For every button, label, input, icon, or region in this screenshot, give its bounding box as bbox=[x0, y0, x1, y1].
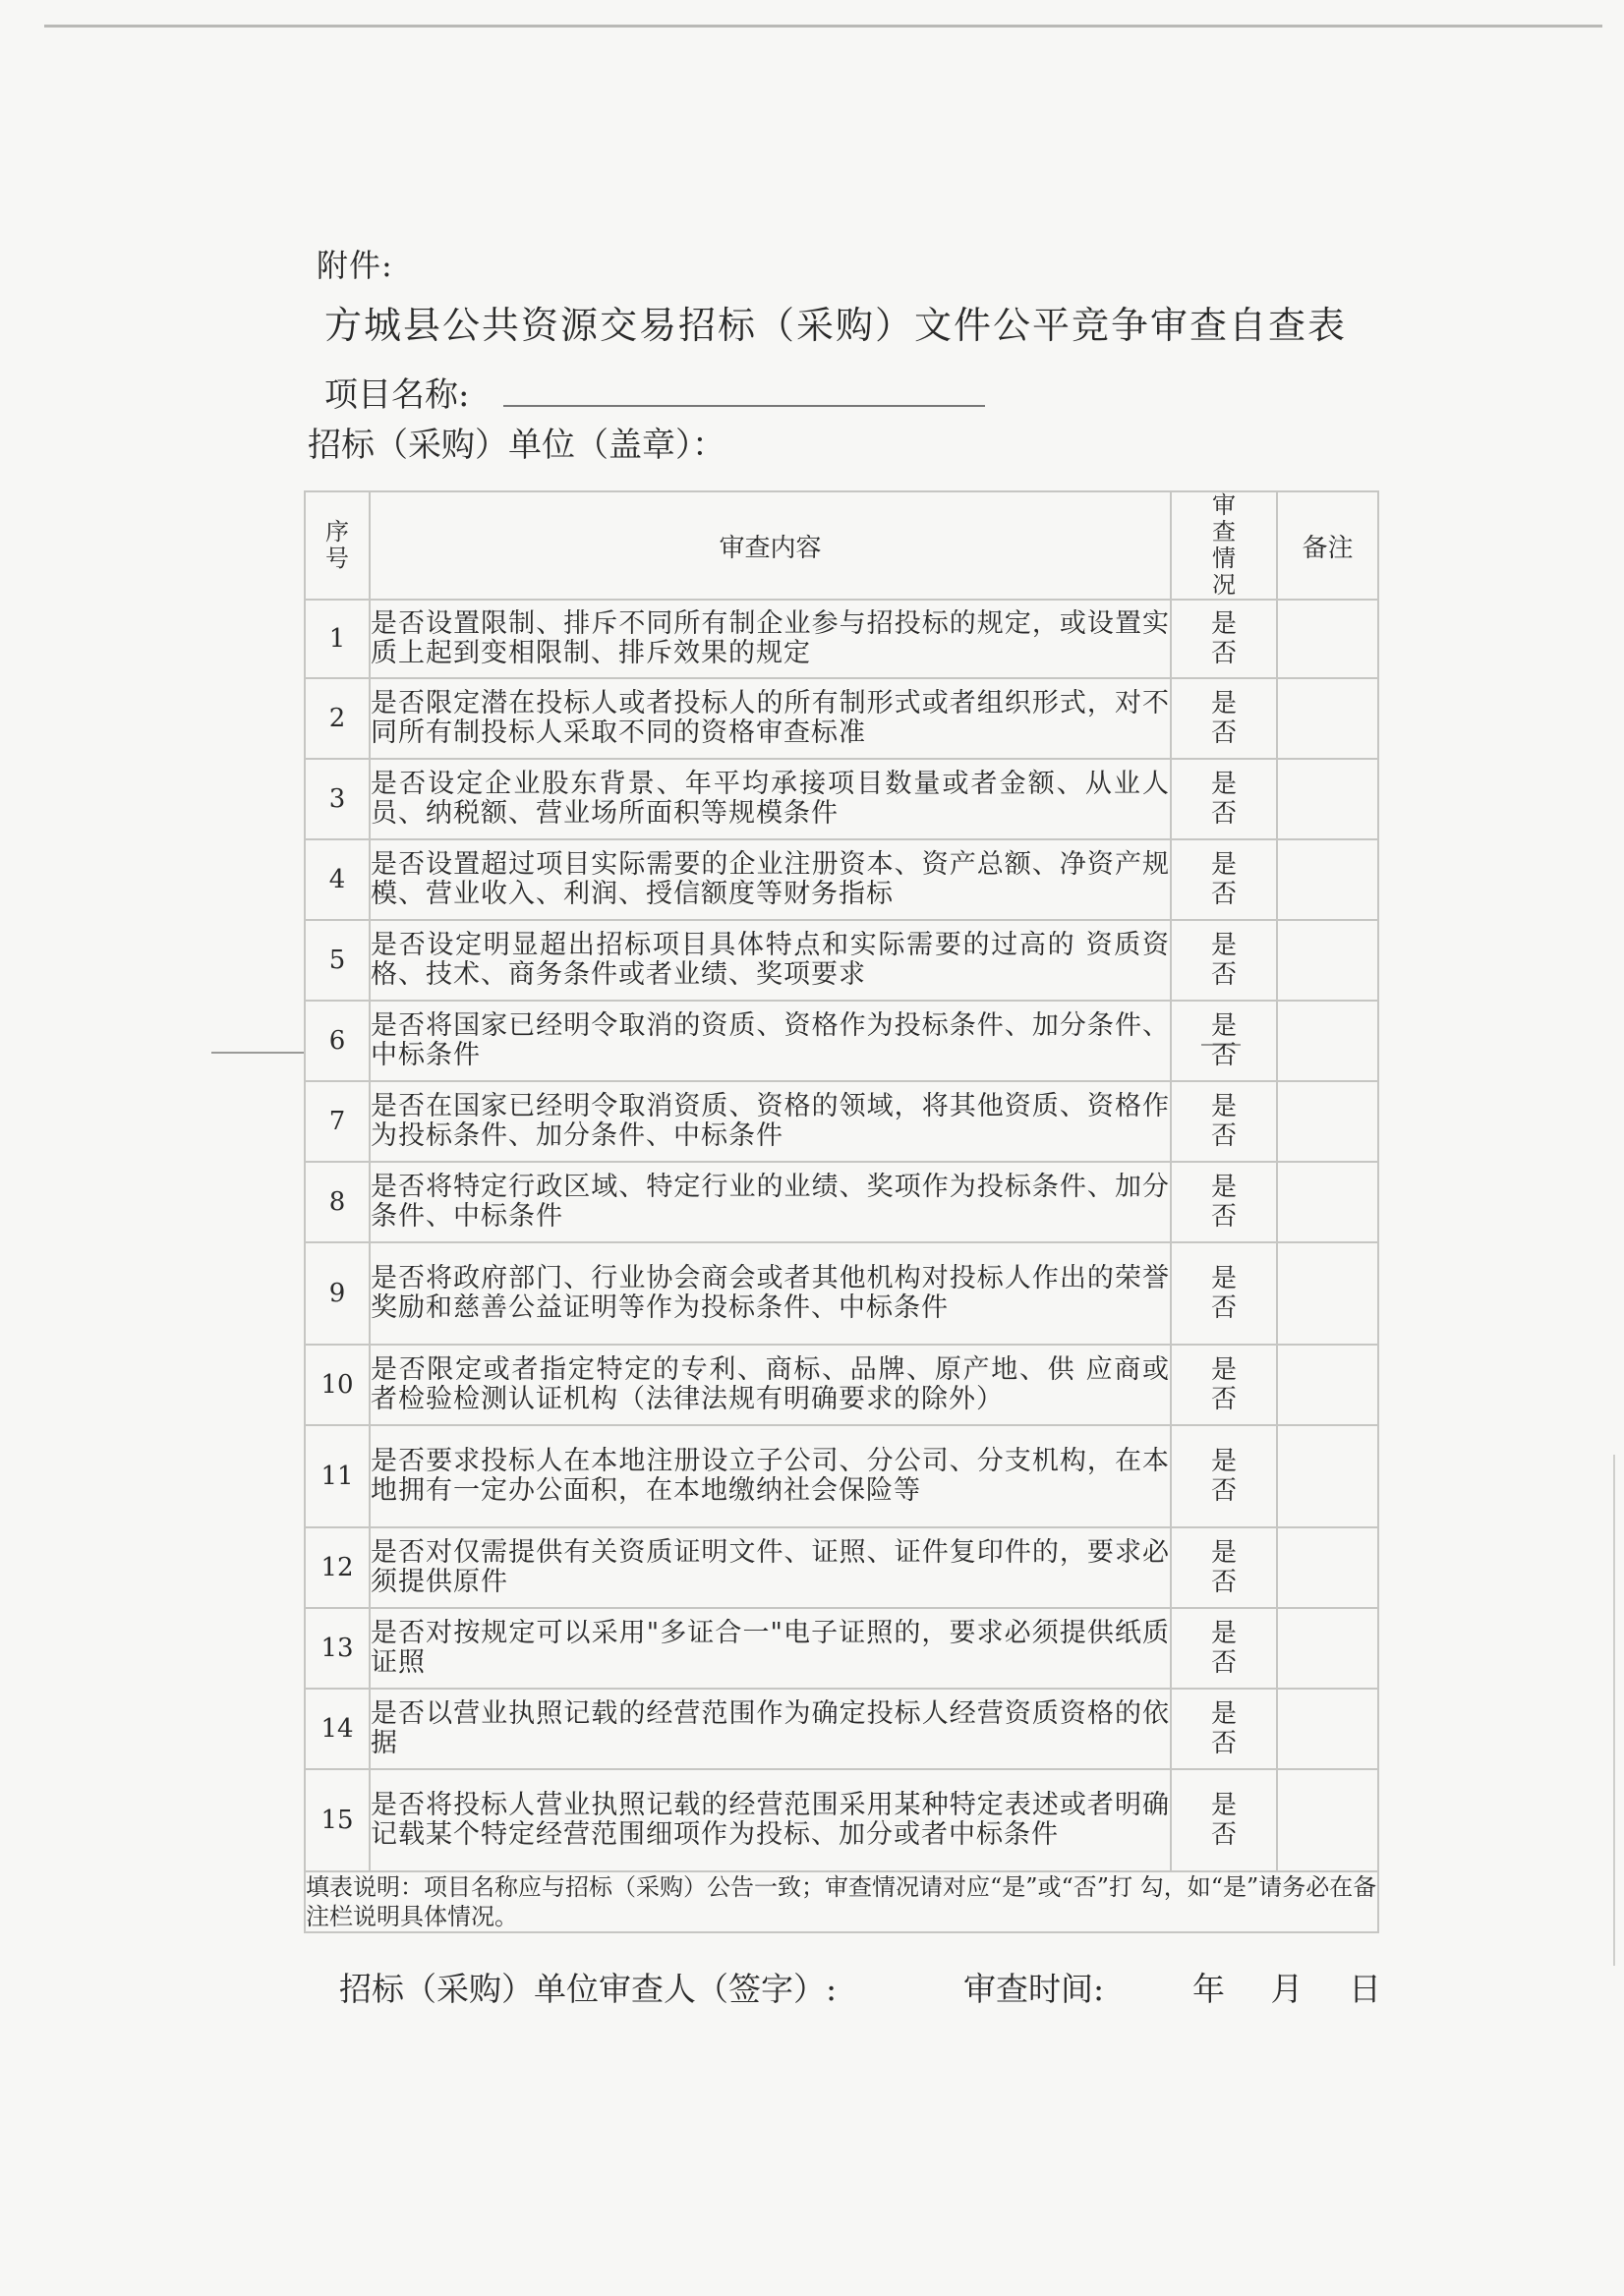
table-row bbox=[305, 1162, 1378, 1242]
review-status-options[interactable] bbox=[1171, 1769, 1277, 1871]
review-status-options[interactable] bbox=[1171, 1689, 1277, 1769]
option-no[interactable]: 否 bbox=[1210, 960, 1237, 990]
review-status-options[interactable] bbox=[1171, 1425, 1277, 1527]
scan-top-edge-line bbox=[44, 25, 1602, 28]
table-header-row bbox=[305, 491, 1378, 600]
review-item-text: 是否对仅需提供有关资质证明文件、证照、证件复印件的，要求必须提供原件 bbox=[370, 1527, 1171, 1608]
row-number: 10 bbox=[305, 1345, 370, 1425]
column-header-status: 审查情况 bbox=[1171, 491, 1277, 600]
option-no[interactable]: 否 bbox=[1210, 1041, 1237, 1070]
option-no[interactable]: 否 bbox=[1210, 880, 1237, 909]
option-no[interactable]: 否 bbox=[1210, 1202, 1237, 1232]
document-title: 方城县公共资源交易招标（采购）文件公平竞争审查自查表 bbox=[324, 304, 1348, 347]
option-yes[interactable]: 是 bbox=[1210, 1699, 1237, 1729]
review-item-text: 是否限定或者指定特定的专利、商标、品牌、原产地、供 应商或者检验检测认证机构（法律法规有明确要求的除外） bbox=[370, 1345, 1171, 1425]
table-row bbox=[305, 1081, 1378, 1162]
review-status-options[interactable] bbox=[1171, 1608, 1277, 1689]
review-time-label: 审查时间: bbox=[963, 1970, 1105, 2008]
table-row bbox=[305, 1527, 1378, 1608]
table-note-row bbox=[305, 1871, 1378, 1932]
review-item-text: 是否要求投标人在本地注册设立子公司、分公司、分支机构，在本地拥有一定办公面积，在本地缴纳社会保险等 bbox=[370, 1425, 1171, 1527]
review-item-text: 是否设置超过项目实际需要的企业注册资本、资产总额、净资产规模、营业收入、利润、授信额度等财务指标 bbox=[370, 839, 1171, 920]
table-row bbox=[305, 759, 1378, 839]
review-status-options[interactable] bbox=[1171, 1162, 1277, 1242]
option-yes[interactable]: 是 bbox=[1210, 609, 1237, 639]
option-yes[interactable]: 是 bbox=[1210, 1355, 1237, 1385]
table-row bbox=[305, 678, 1378, 759]
option-no[interactable]: 否 bbox=[1210, 1729, 1237, 1758]
remark-cell[interactable] bbox=[1277, 1242, 1378, 1345]
row-number: 2 bbox=[305, 678, 370, 759]
table-row bbox=[305, 839, 1378, 920]
review-item-text: 是否设定明显超出招标项目具体特点和实际需要的过高的 资质资格、技术、商务条件或者业绩、奖项要求 bbox=[370, 920, 1171, 1001]
review-item-text: 是否将政府部门、行业协会商会或者其他机构对投标人作出的荣誉奖励和慈善公益证明等作为投标条件、中标条件 bbox=[370, 1242, 1171, 1345]
review-item-text: 是否将国家已经明令取消的资质、资格作为投标条件、加分条件、中标条件 bbox=[370, 1001, 1171, 1081]
review-status-options[interactable] bbox=[1171, 1345, 1277, 1425]
row-number: 4 bbox=[305, 839, 370, 920]
option-no[interactable]: 否 bbox=[1210, 799, 1237, 829]
row-number: 9 bbox=[305, 1242, 370, 1345]
option-yes[interactable]: 是 bbox=[1210, 1264, 1237, 1293]
review-status-options[interactable] bbox=[1171, 1081, 1277, 1162]
project-name-input-line[interactable] bbox=[503, 405, 985, 407]
row-number: 8 bbox=[305, 1162, 370, 1242]
table-row bbox=[305, 1001, 1378, 1081]
review-item-text: 是否对按规定可以采用"多证合一"电子证照的，要求必须提供纸质证照 bbox=[370, 1608, 1171, 1689]
remark-cell[interactable] bbox=[1277, 1081, 1378, 1162]
option-no[interactable]: 否 bbox=[1210, 1648, 1237, 1678]
fill-instructions: 填表说明：项目名称应与招标（采购）公告一致；审查情况请对应“是”或“否”打 勾，如“是”请务必在备注栏说明具体情况。 bbox=[306, 1873, 1377, 1930]
row-number: 3 bbox=[305, 759, 370, 839]
option-no[interactable]: 否 bbox=[1210, 1121, 1237, 1151]
remark-cell[interactable] bbox=[1277, 1345, 1378, 1425]
review-status-options[interactable] bbox=[1171, 600, 1277, 678]
option-no[interactable]: 否 bbox=[1210, 1476, 1237, 1506]
remark-cell[interactable] bbox=[1277, 1769, 1378, 1871]
option-yes[interactable]: 是 bbox=[1210, 1619, 1237, 1648]
review-status-options[interactable] bbox=[1171, 1242, 1277, 1345]
option-yes[interactable]: 是 bbox=[1210, 1791, 1237, 1820]
row-number: 15 bbox=[305, 1769, 370, 1871]
scan-right-edge-line bbox=[1613, 1455, 1615, 1966]
option-no[interactable]: 否 bbox=[1210, 1820, 1237, 1850]
table-row bbox=[305, 1608, 1378, 1689]
row-number: 1 bbox=[305, 600, 370, 678]
review-item-text: 是否将特定行政区域、特定行业的业绩、奖项作为投标条件、加分条件、中标条件 bbox=[370, 1162, 1171, 1242]
review-status-options[interactable] bbox=[1171, 920, 1277, 1001]
column-header-content: 审查内容 bbox=[370, 491, 1171, 600]
table-row bbox=[305, 600, 1378, 678]
review-item-text: 是否在国家已经明令取消资质、资格的领域，将其他资质、资格作为投标条件、加分条件、中标条件 bbox=[370, 1081, 1171, 1162]
option-yes[interactable]: 是 bbox=[1210, 1173, 1237, 1202]
remark-cell[interactable] bbox=[1277, 1162, 1378, 1242]
table-row bbox=[305, 920, 1378, 1001]
option-no[interactable]: 否 bbox=[1210, 1568, 1237, 1597]
option-yes[interactable]: 是 bbox=[1210, 931, 1237, 960]
remark-cell[interactable] bbox=[1277, 1425, 1378, 1527]
attachment-label: 附件: bbox=[317, 247, 393, 284]
option-no[interactable]: 否 bbox=[1210, 718, 1237, 748]
option-yes[interactable]: 是 bbox=[1210, 1011, 1237, 1041]
table-row bbox=[305, 1242, 1378, 1345]
remark-cell[interactable] bbox=[1277, 920, 1378, 1001]
option-yes[interactable]: 是 bbox=[1210, 1538, 1237, 1568]
unit-label: 招标（采购）单位（盖章）： bbox=[308, 426, 725, 465]
review-status-options[interactable] bbox=[1171, 1001, 1277, 1081]
table-row bbox=[305, 1425, 1378, 1527]
review-table bbox=[304, 490, 1379, 1933]
reviewer-signature-label: 招标（采购）单位审查人（签字）: bbox=[339, 1970, 838, 2008]
option-yes[interactable]: 是 bbox=[1210, 850, 1237, 880]
remark-cell[interactable] bbox=[1277, 600, 1378, 678]
review-item-text: 是否将投标人营业执照记载的经营范围采用某种特定表述或者明确记载某个特定经营范围细项作为投标、加分或者中标条件 bbox=[370, 1769, 1171, 1871]
table-row bbox=[305, 1689, 1378, 1769]
scan-margin-mark bbox=[211, 1052, 305, 1054]
row-number: 7 bbox=[305, 1081, 370, 1162]
remark-cell[interactable] bbox=[1277, 1527, 1378, 1608]
review-item-text: 是否设置限制、排斥不同所有制企业参与招投标的规定，或设置实质上起到变相限制、排斥效果的规定 bbox=[370, 600, 1171, 678]
row-number: 11 bbox=[305, 1425, 370, 1527]
option-no[interactable]: 否 bbox=[1210, 639, 1237, 668]
option-no[interactable]: 否 bbox=[1210, 1293, 1237, 1323]
row-number: 6 bbox=[305, 1001, 370, 1081]
row-number: 13 bbox=[305, 1608, 370, 1689]
remark-cell[interactable] bbox=[1277, 759, 1378, 839]
table-row bbox=[305, 1769, 1378, 1871]
remark-cell[interactable] bbox=[1277, 1608, 1378, 1689]
review-status-options[interactable] bbox=[1171, 759, 1277, 839]
row-number: 14 bbox=[305, 1689, 370, 1769]
column-header-remark: 备注 bbox=[1277, 491, 1378, 600]
remark-cell[interactable] bbox=[1277, 1689, 1378, 1769]
row-number: 5 bbox=[305, 920, 370, 1001]
option-yes[interactable]: 是 bbox=[1210, 1447, 1237, 1476]
remark-cell[interactable] bbox=[1277, 678, 1378, 759]
review-status-options[interactable] bbox=[1171, 678, 1277, 759]
option-yes[interactable]: 是 bbox=[1210, 770, 1237, 799]
option-yes[interactable]: 是 bbox=[1210, 1092, 1237, 1121]
review-date-units: 年 月 日 bbox=[1192, 1970, 1399, 2008]
row-number: 12 bbox=[305, 1527, 370, 1608]
review-status-options[interactable] bbox=[1171, 839, 1277, 920]
option-no[interactable]: 否 bbox=[1210, 1385, 1237, 1414]
review-item-text: 是否限定潜在投标人或者投标人的所有制形式或者组织形式，对不同所有制投标人采取不同的资格审查标准 bbox=[370, 678, 1171, 759]
review-item-text: 是否以营业执照记载的经营范围作为确定投标人经营资质资格的依据 bbox=[370, 1689, 1171, 1769]
column-header-no: 序号 bbox=[305, 491, 370, 600]
review-status-options[interactable] bbox=[1171, 1527, 1277, 1608]
remark-cell[interactable] bbox=[1277, 1001, 1378, 1081]
remark-cell[interactable] bbox=[1277, 839, 1378, 920]
table-row bbox=[305, 1345, 1378, 1425]
review-item-text: 是否设定企业股东背景、年平均承接项目数量或者金额、从业人员、纳税额、营业场所面积等规模条件 bbox=[370, 759, 1171, 839]
option-yes[interactable]: 是 bbox=[1210, 689, 1237, 718]
project-name-label: 项目名称: bbox=[324, 375, 470, 415]
